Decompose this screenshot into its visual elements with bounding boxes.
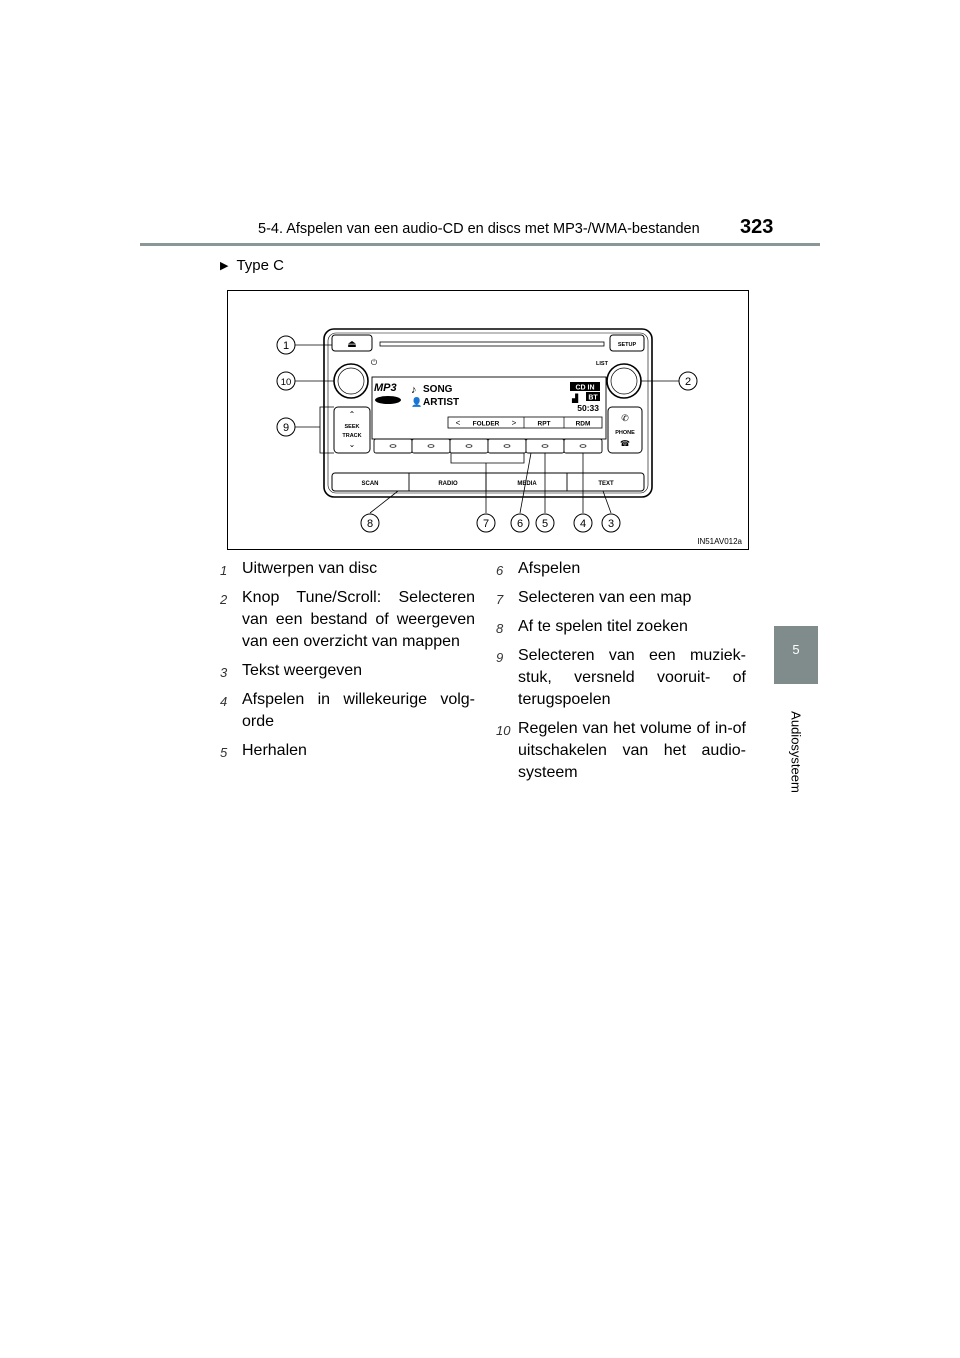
legend-text: Selecteren van een muziek-stuk, versneld vooruit- of terugspoelen xyxy=(518,647,746,708)
callout-8: 8 xyxy=(366,518,374,530)
legend-text: Selecteren van een map xyxy=(518,589,692,606)
legend-number: 8 xyxy=(496,621,504,636)
triangle-bullet-icon: ▶ xyxy=(220,260,229,272)
callout-6: 6 xyxy=(516,518,524,530)
legend-item xyxy=(496,645,746,711)
header-rule xyxy=(140,243,820,246)
legend-item xyxy=(220,740,475,762)
text-button-label: TEXT xyxy=(598,481,614,487)
scan-label: SCAN xyxy=(361,481,379,487)
legend-item xyxy=(220,660,475,682)
legend-number: 7 xyxy=(496,592,504,607)
callout-4: 4 xyxy=(579,518,587,530)
legend-number: 10 xyxy=(496,723,511,738)
legend-item xyxy=(496,718,746,784)
seek-up-icon: ⌃ xyxy=(348,410,356,419)
legend-left-column xyxy=(220,558,475,769)
folder-next-icon: > xyxy=(511,418,517,428)
side-tab-number: 5 xyxy=(792,642,800,657)
cd-in-label: CD IN xyxy=(575,384,595,392)
callout-2: 2 xyxy=(684,376,692,388)
legend-number: 5 xyxy=(220,745,228,760)
legend-item xyxy=(220,689,475,733)
callout-5: 5 xyxy=(541,518,549,530)
note-icon: ♪ xyxy=(411,384,417,396)
seek-label: SEEK xyxy=(344,424,360,430)
song-label: SONG xyxy=(423,384,453,395)
person-icon: 👤 xyxy=(411,397,423,407)
rdm-label: RDM xyxy=(575,420,591,428)
legend-item xyxy=(496,587,746,609)
callout-3: 3 xyxy=(607,518,615,530)
legend-text: Afspelen in willekeurige volg-orde xyxy=(242,691,475,730)
callout-7: 7 xyxy=(482,518,490,530)
time-display: 50:33 xyxy=(577,403,599,413)
track-label: TRACK xyxy=(342,433,362,439)
header-section-title: 5-4. Afspelen van een audio-CD en discs met MP3-/WMA-bestanden xyxy=(258,221,700,237)
legend-text: Uitwerpen van disc xyxy=(242,560,378,577)
eject-icon: ⏏ xyxy=(347,339,357,350)
media-label: MEDIA xyxy=(517,481,537,487)
audio-unit-figure xyxy=(227,290,749,550)
legend-item xyxy=(496,558,746,580)
folder-prev-icon: < xyxy=(455,418,461,428)
cd-slot xyxy=(380,342,604,346)
tune-scroll-knob xyxy=(607,364,641,398)
legend-item xyxy=(220,558,475,580)
side-tab xyxy=(774,626,818,684)
rpt-label: RPT xyxy=(537,420,551,428)
hang-up-icon: ☎ xyxy=(620,439,630,448)
legend-text: Regelen van het volume of in-of uitschakelen van het audio-systeem xyxy=(518,720,746,781)
disc-logo-icon xyxy=(375,396,401,404)
callout-1: 1 xyxy=(282,340,290,352)
legend-text: Herhalen xyxy=(242,742,307,759)
subsection-heading xyxy=(220,257,284,274)
preset-buttons xyxy=(374,439,602,453)
legend-item xyxy=(496,616,746,638)
legend-text: Af te spelen titel zoeken xyxy=(518,618,688,635)
legend-text: Tekst weergeven xyxy=(242,662,363,679)
volume-knob xyxy=(334,364,368,398)
seek-down-icon: ⌄ xyxy=(348,440,356,449)
figure-code: IN51AV012a xyxy=(697,537,742,546)
legend-text: Afspelen xyxy=(518,560,581,577)
legend-item xyxy=(220,587,475,653)
subsection-title: Type C xyxy=(236,257,284,274)
power-icon: ⏻ xyxy=(370,358,378,367)
radio-label: RADIO xyxy=(438,481,458,487)
callout-9: 9 xyxy=(282,422,290,434)
legend-number: 6 xyxy=(496,563,504,578)
legend-number: 9 xyxy=(496,650,504,665)
mp3-label: MP3 xyxy=(374,382,397,394)
legend-number: 4 xyxy=(220,694,228,709)
folder-label: FOLDER xyxy=(472,420,500,428)
signal-icon: ▟ xyxy=(572,394,579,403)
legend-text: Knop Tune/Scroll: Selecteren van een bestand of weergeven van een overzicht van mappen xyxy=(242,589,475,650)
callout-10: 10 xyxy=(280,377,292,388)
legend-right-column xyxy=(496,558,746,791)
side-tab-label: Audiosysteem xyxy=(788,711,804,793)
phone-label: PHONE xyxy=(615,430,635,436)
phone-icon: ✆ xyxy=(621,413,629,423)
legend-number: 3 xyxy=(220,665,228,680)
bt-label: BT xyxy=(588,394,598,402)
bottom-button-bar xyxy=(332,473,644,491)
setup-label: SETUP xyxy=(617,342,637,348)
artist-label: ARTIST xyxy=(423,397,460,408)
audio-unit-illustration xyxy=(228,291,748,549)
page-number: 323 xyxy=(740,216,774,238)
legend-number: 1 xyxy=(220,563,228,578)
legend-number: 2 xyxy=(220,592,228,607)
list-label: LIST xyxy=(596,361,608,367)
